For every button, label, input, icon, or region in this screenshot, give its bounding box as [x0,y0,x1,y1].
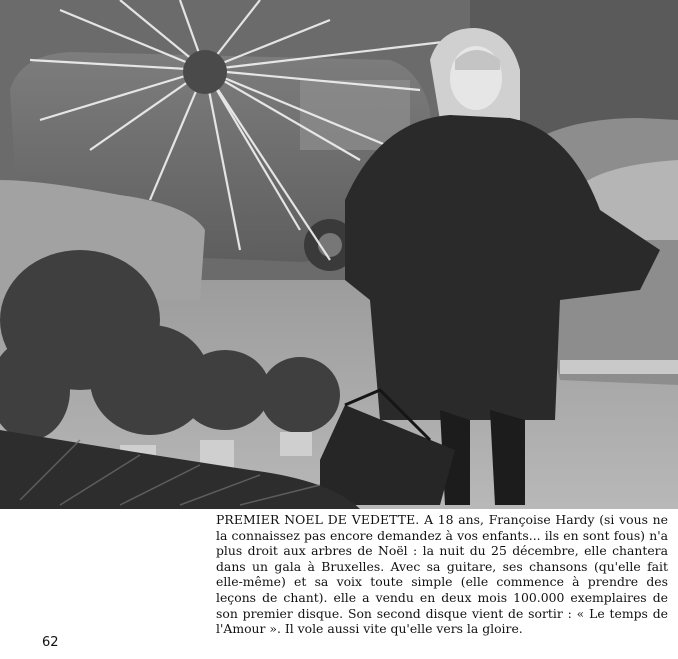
caption-lead: PREMIER NOEL DE VEDETTE. [216,512,420,527]
page-number: 62 [42,635,59,650]
caption-body: A 18 ans, Françoise Hardy (si vous ne la connaissez pas encore demandez à vos enfants... ils en sont fous) n'a plus droit aux arbres de Noël : la nuit du 25 décembre, elle chantera dans un gala à Bruxelles. Avec sa guitare, ses chansons (qu'elle fait elle-même) et sa voix toute simple (elle commence à prendre des leçons de chant). elle a vendu en deux mois 100.000 exemplaires de son premier disque. Son second disque vient de sortir : « Le temps de l'Amour ». Il vole aussi vite qu'elle vers la gloire. [216,512,668,637]
photo-caption [216,512,668,637]
